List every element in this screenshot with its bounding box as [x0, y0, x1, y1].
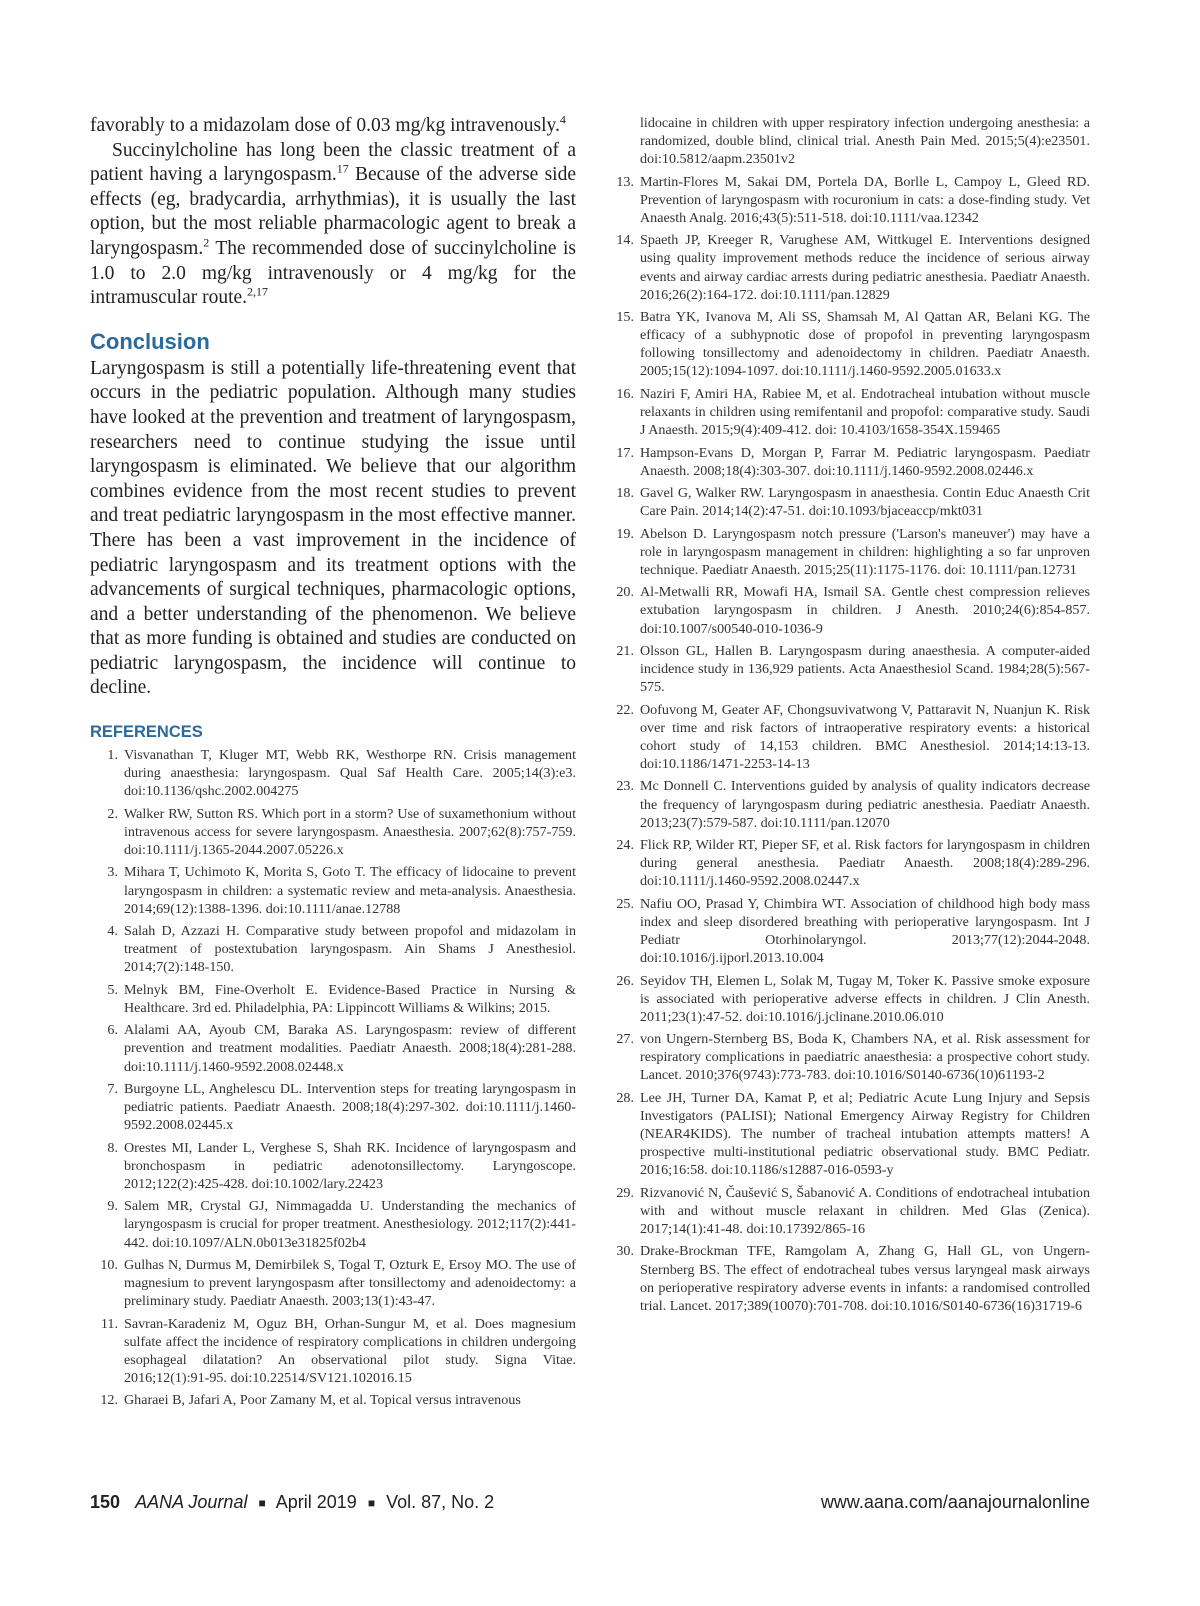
reference-text: Visvanathan T, Kluger MT, Webb RK, Westhorpe RN. Crisis management during anaesthesia: laryngospasm. Qual Saf Health Care. 2005;14(3):e3. doi:10.1136/qshc.2002.004275 [124, 747, 576, 800]
reference-number: 2. [107, 805, 118, 822]
reference-text: Gulhas N, Durmus M, Demirbilek S, Togal T, Ozturk E, Ersoy MO. The use of magnesium to prevent laryngospasm after tonsillectomy and adenoidectomy: a preliminary study. Paediatr Anaesth. 2003;13(1):43-47. [124, 1257, 576, 1310]
reference-number: 28. [616, 1089, 634, 1106]
reference-number: 19. [616, 525, 634, 542]
reference-item [606, 308, 1090, 380]
right-column [606, 114, 1090, 1319]
reference-item [90, 1139, 576, 1193]
journal-name: AANA Journal [135, 1492, 248, 1512]
reference-item [90, 1256, 576, 1310]
citation-superscript: 2,17 [247, 284, 269, 299]
reference-item [90, 1391, 576, 1409]
reference-item [606, 972, 1090, 1026]
reference-number: 10. [100, 1257, 118, 1274]
reference-item [606, 484, 1090, 520]
reference-item [606, 895, 1090, 967]
reference-number: 23. [616, 778, 634, 795]
reference-number: 7. [107, 1081, 118, 1097]
reference-number: 12. [100, 1392, 118, 1409]
reference-text: Seyidov TH, Elemen L, Solak M, Tugay M, Toker K. Passive smoke exposure is associated with perioperative adverse effects in children. J Clin Anesth. 2011;23(1):47-52. doi:10.1016/j.jclinane.2010.06.010 [640, 972, 1090, 1025]
reference-number: 15. [616, 309, 634, 326]
journal-url[interactable]: www.aana.com/aanajournalonline [820, 1492, 1090, 1512]
reference-text: Spaeth JP, Kreeger R, Varughese AM, Wittkugel E. Interventions designed using quality improvement methods reduce the incidence of serious airway events and airway cardiac arrests during pediatric anesthesia. Paediatr Anaesth. 2016;26(2):164-172. doi:10.1111/pan.12829 [640, 232, 1090, 303]
reference-number: 16. [616, 385, 634, 402]
reference-text: Burgoyne LL, Anghelescu DL. Intervention steps for treating laryngospasm in pediatric patients. Paediatr Anaesth. 2008;18(4):297-302. doi:10.1111/j.1460-9592.2008.02445.x [124, 1081, 576, 1134]
reference-text: Olsson GL, Hallen B. Laryngospasm during anaesthesia. A computer-aided incidence study in 136,929 patients. Acta Anaesthesiol Scand. 1984;28(5):567-575. [640, 643, 1090, 696]
reference-item [606, 701, 1090, 773]
reference-text: Oofuvong M, Geater AF, Chongsuvivatwong V, Pattaravit N, Nuanjun K. Risk over time and risk factors of intraoperative respiratory events: a historical cohort study of 14,153 children. BMC Anesthesiol. 2014;14:13-13. doi:10.1186/1471-2253-14-13 [640, 701, 1090, 772]
reference-number: 1. [107, 747, 118, 764]
reference-item [90, 805, 576, 859]
reference-number: 21. [616, 643, 634, 660]
reference-item [90, 863, 576, 917]
reference-number: 17. [616, 444, 634, 461]
reference-number: 9. [107, 1198, 118, 1215]
reference-text: Naziri F, Amiri HA, Rabiee M, et al. Endotracheal intubation without muscle relaxants in children using remifentanil and propofol: comparative study. Saudi J Anaesth. 2015;9(4):409-412. doi: 10.4103/1658-354X.159465 [640, 385, 1090, 439]
reference-item [90, 746, 576, 800]
reference-item [606, 231, 1090, 303]
reference-item [90, 922, 576, 976]
reference-text: Hampson-Evans D, Morgan P, Farrar M. Pediatric laryngospasm. Paediatr Anaesth. 2008;18(4):303-307. doi:10.1111/j.1460-9592.2008.02446.x [640, 444, 1090, 479]
reference-item [606, 1184, 1090, 1238]
reference-text: Salah D, Azzazi H. Comparative study between propofol and midazolam in treatment of postextubation laryngospasm. Ain Shams J Anesthesiol. 2014;7(2):148-150. [124, 923, 576, 976]
citation-superscript: 2 [203, 235, 210, 250]
reference-item [90, 1021, 576, 1075]
reference-number: 3. [107, 864, 118, 881]
reference-number: 14. [616, 232, 634, 249]
reference-number: 24. [616, 837, 634, 854]
reference-number: 26. [616, 972, 634, 989]
reference-item [606, 444, 1090, 480]
reference-number: 22. [616, 701, 634, 718]
reference-text: Al-Metwalli RR, Mowafi HA, Ismail SA. Gentle chest compression relieves extubation laryngospasm in children. J Anesth. 2010;24(6):854-857. doi:10.1007/s00540-010-1036-9 [640, 584, 1090, 637]
reference-text: Martin-Flores M, Sakai DM, Portela DA, Borlle L, Campoy L, Gleed RD. Prevention of laryngospasm with rocuronium in cats: a dose-finding study. Vet Anaesth Analg. 2016;43(5):511-518. doi:10.1111/vaa.12342 [640, 173, 1090, 226]
reference-number: 11. [100, 1315, 118, 1332]
references-heading: REFERENCES [90, 723, 203, 742]
reference-text: Savran-Karadeniz M, Oguz BH, Orhan-Sungur M, et al. Does magnesium sulfate affect the incidence of respiratory complications in children undergoing esophageal dilatation? An observational pilot study. Signa Vitae. 2016;12(1):91-95. doi:10.22514/SV121.102016.15 [124, 1315, 576, 1386]
reference-continuation: lidocaine in children with upper respiratory infection undergoing anesthesia: a randomized, double blind, clinical trial. Anesth Pain Med. 2015;5(4):e23501. doi:10.5812/aapm.23501v2 [640, 115, 1090, 168]
reference-text: Drake-Brockman TFE, Ramgolam A, Zhang G, Hall GL, von Ungern-Sternberg BS. The effect of endotracheal tubes versus laryngeal mask airways on perioperative respiratory adverse events in infants: a randomised controlled trial. Lancet. 2017;389(10070):701-708. doi:10.1016/S0140-6736(16)31719-6 [640, 1243, 1090, 1314]
reference-number: 29. [616, 1184, 634, 1201]
reference-text: Walker RW, Sutton RS. Which port in a storm? Use of suxamethonium without intravenous access for severe laryngospasm. Anaesthesia. 2007;62(8):757-759. doi:10.1111/j.1365-2044.2007.05226.x [124, 805, 576, 858]
reference-item [90, 1080, 576, 1134]
reference-item [606, 385, 1090, 439]
reference-number: 30. [616, 1243, 634, 1260]
left-column [90, 114, 576, 1414]
reference-number: 20. [616, 584, 634, 601]
reference-number: 13. [616, 173, 634, 190]
page-footer [90, 1492, 1090, 1522]
reference-item [606, 836, 1090, 890]
reference-number: 18. [616, 485, 634, 502]
citation-superscript: 4 [559, 112, 566, 127]
reference-text: Mc Donnell C. Interventions guided by analysis of quality indicators decrease the frequency of laryngospasm during pediatric anesthesia. Paediatr Anaesth. 2013;23(7):579-587. doi:10.1111/pan.12070 [640, 778, 1090, 831]
reference-text: Flick RP, Wilder RT, Pieper SF, et al. Risk factors for laryngospasm in children during general anesthesia. Paediatr Anaesth. 2008;18(4):289-296. doi:10.1111/j.1460-9592.2008.02447.x [640, 837, 1090, 890]
reference-number: 25. [616, 895, 634, 912]
reference-text: Lee JH, Turner DA, Kamat P, et al; Pediatric Acute Lung Injury and Sepsis Investigators (PALISI); National Emergency Airway Registry for Children (NEAR4KIDS). The number of tracheal intubation attempts matters! A prospective multi-institutional pediatric observational study. BMC Pediatr. 2016;16:58. doi:10.1186/s12887-016-0593-y [640, 1089, 1090, 1179]
reference-text: Mihara T, Uchimoto K, Morita S, Goto T. The efficacy of lidocaine to prevent laryngospasm in children: a systematic review and meta-analysis. Anaesthesia. 2014;69(12):1388-1396. doi:10.1111/anae.12788 [124, 864, 576, 917]
reference-item [90, 1315, 576, 1387]
page-number: 150 [90, 1492, 121, 1512]
reference-number: 6. [107, 1022, 118, 1039]
separator-square-icon: ■ [258, 1496, 266, 1511]
body-paragraph: Succinylcholine has long been the classic treatment of a patient having a laryngospasm.$^{17}$ Because of the adverse side effects (eg, bradycardia, arrhythmias), it is usually the last option, but the most reliable pharmacologic agent to break a laryngospasm.$^2$ The recommended dose of succinylcholine is 1.0 to 2.0 mg/kg intravenously or 4 mg/kg for the intramuscular route.$^{2,17}$ [90, 139, 576, 309]
reference-text: Salem MR, Crystal GJ, Nimmagadda U. Understanding the mechanics of laryngospasm is crucial for proper treatment. Anesthesiology. 2012;117(2):441-442. doi:10.1097/ALN.0b013e31825f02b4 [124, 1198, 576, 1251]
reference-number: 27. [616, 1031, 634, 1048]
reference-item [90, 1197, 576, 1251]
footer-citation [90, 1492, 494, 1513]
reference-number: 4. [107, 923, 118, 940]
conclusion-paragraph: Laryngospasm is still a potentially life-threatening event that occurs in the pediatric population. Although many studies have looked at the prevention and treatment of laryngospasm, researchers need to continue studying the issue until laryngospasm is eliminated. We believe that our algorithm combines evidence from the most recent studies to prevent and treat pediatric laryngospasm in the most effective manner. There has been a vast improvement in the incidence of pediatric laryngospasm and its treatment options with the advancements of surgical techniques, pharmacologic options, and a better understanding of the phenomenon. We believe that as more funding is obtained and studies are conducted on pediatric laryngospasm, the incidence will continue to decline. [90, 357, 576, 699]
reference-text: Nafiu OO, Prasad Y, Chimbira WT. Association of childhood high body mass index and sleep disordered breathing with perioperative laryngospasm. Int J Pediatr Otorhinolaryngol. 2013;77(12):2044-2048. doi:10.1016/j.ijporl.2013.10.004 [640, 895, 1090, 967]
reference-text: Melnyk BM, Fine-Overholt E. Evidence-Based Practice in Nursing & Healthcare. 3rd ed. Philadelphia, PA: Lippincott Williams & Wilkins; 2015. [124, 981, 576, 1016]
reference-item [606, 1030, 1090, 1084]
reference-text: von Ungern-Sternberg BS, Boda K, Chambers NA, et al. Risk assessment for respiratory complications in paediatric anaesthesia: a prospective cohort study. Lancet. 2010;376(9743):773-783. doi:10.1016/S0140-6736(10)61193-2 [640, 1031, 1090, 1084]
reference-number: 8. [107, 1139, 118, 1156]
body-paragraph: favorably to a midazolam dose of 0.03 mg/kg intravenously.$^4$ [90, 112, 566, 136]
reference-text: Gavel G, Walker RW. Laryngospasm in anaesthesia. Contin Educ Anaesth Crit Care Pain. 2014;14(2):47-51. doi:10.1093/bjaceaccp/mkt031 [640, 485, 1090, 520]
reference-item [606, 583, 1090, 637]
conclusion-heading: Conclusion [90, 328, 210, 354]
reference-item [606, 173, 1090, 227]
reference-text: Orestes MI, Lander L, Verghese S, Shah RK. Incidence of laryngospasm and bronchospasm in pediatric adenotonsillectomy. Laryngoscope. 2012;122(2):425-428. doi:10.1002/lary.22423 [124, 1139, 576, 1192]
citation-superscript: 17 [336, 161, 349, 176]
reference-item [606, 1089, 1090, 1179]
reference-item [606, 777, 1090, 831]
reference-item [606, 1242, 1090, 1314]
reference-item [606, 642, 1090, 696]
reference-item [90, 981, 576, 1017]
separator-square-icon: ■ [367, 1496, 376, 1511]
reference-text: Abelson D. Laryngospasm notch pressure ('Larson's maneuver') may have a role in laryngospasm management in children: highlighting a so far unproven technique. Paediatr Anaesth. 2015;25(11):1175-1176. doi: 10.1111/pan.12731 [640, 525, 1090, 578]
reference-item [606, 525, 1090, 579]
references-list [90, 746, 576, 1409]
reference-number: 5. [107, 981, 118, 998]
issue-date: April 2019 [275, 1492, 357, 1512]
reference-text: Gharaei B, Jafari A, Poor Zamany M, et al. Topical versus intravenous [124, 1392, 521, 1409]
reference-text: Rizvanović N, Čaušević S, Šabanović A. Conditions of endotracheal intubation with and without muscle relaxant in children. Med Glas (Zenica). 2017;14(1):41-48. doi:10.17392/865-16 [640, 1184, 1090, 1237]
volume-issue: Vol. 87, No. 2 [386, 1492, 495, 1512]
references-list [606, 173, 1090, 1315]
reference-text: Alalami AA, Ayoub CM, Baraka AS. Laryngospasm: review of different prevention and treatment modalities. Paediatr Anaesth. 2008;18(4):281-288. doi:10.1111/j.1460-9592.2008.02448.x [124, 1022, 576, 1075]
reference-text: Batra YK, Ivanova M, Ali SS, Shamsah M, Al Qattan AR, Belani KG. The efficacy of a subhypnotic dose of propofol in preventing laryngospasm following tonsillectomy and adenoidectomy in children. Paediatr Anaesth. 2005;15(12):1094-1097. doi:10.1111/j.1460-9592.2005.01633.x [640, 309, 1090, 380]
